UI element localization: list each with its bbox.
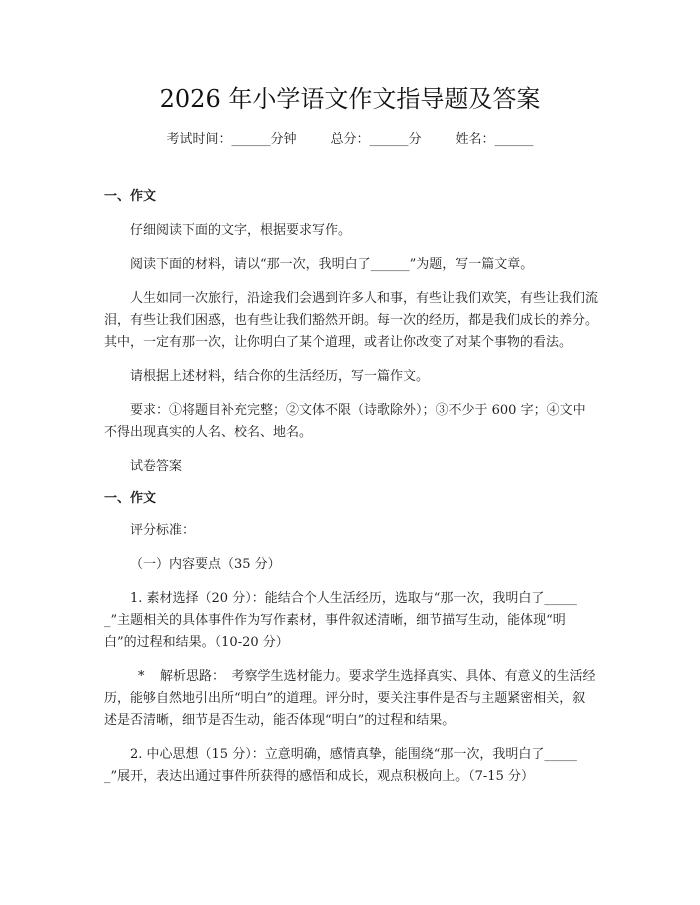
scoring-label: 评分标准： xyxy=(130,523,196,538)
instruction-paragraph: 仔细阅读下面的文字，根据要求写作。 xyxy=(130,223,352,238)
requirements-paragraph: 要求：①将题目补充完整；②文体不限（诗歌除外）；③不少于 600 字；④文中不得出现真实的人名、校名、地名。 xyxy=(104,403,586,440)
score-blank: ______ xyxy=(369,132,409,147)
task-paragraph: 请根据上述材料，结合你的生活经历，写一篇作文。 xyxy=(130,369,430,384)
score-unit: 分 xyxy=(408,132,422,147)
content-points-heading: （一）内容要点（35 分） xyxy=(130,557,281,572)
answers-label: 试卷答案 xyxy=(130,459,183,474)
name-blank: ______ xyxy=(494,132,534,147)
document-body xyxy=(104,186,598,788)
prompt-paragraph: 阅读下面的材料，请以“那一次，我明白了______”为题，写一篇文章。 xyxy=(130,257,534,272)
exam-meta xyxy=(0,131,700,149)
section-heading-answer: 一、作文 xyxy=(104,491,157,506)
time-unit: 分钟 xyxy=(270,132,297,147)
time-label: 考试时间： xyxy=(166,132,232,147)
material-paragraph: 人生如同一次旅行，沿途我们会遇到许多人和事，有些让我们欢笑，有些让我们流泪，有些让我们困惑，也有些让我们豁然开朗。每一次的经历，都是我们成长的养分。其中，一定有那一次，让你明白了某个道理，或者让你改变了对某个事物的看法。 xyxy=(104,291,599,350)
analysis-paragraph xyxy=(104,666,598,732)
analysis-text: 解析思路： 考察学生选材能力。要求学生选择真实、具体、有意义的生活经历，能够自然地引出所“明白”的道理。评分时，要关注事件是否与主题紧密相关，叙述是否清晰，细节是否生动，能否体现“明白”的过程和结果。 xyxy=(104,669,596,728)
name-label: 姓名： xyxy=(455,132,495,147)
scoring-item-2: 2. 中心思想（15 分）：立意明确，感情真挚，能围绕“那一次，我明白了______”展开，表达出通过事件所获得的感悟和成长，观点积极向上。（7-15 分） xyxy=(104,747,577,784)
time-blank: ______ xyxy=(231,132,271,147)
section-heading-essay: 一、作文 xyxy=(104,189,157,204)
scoring-item-1: 1. 素材选择（20 分）：能结合个人生活经历，选取与“那一次，我明白了______”主题相关的具体事件作为写作素材，事件叙述清晰，细节描写生动，能体现“明白”的过程和结果。（10-20 分） xyxy=(104,591,577,650)
page-title: 2026 年小学语文作文指导题及答案 xyxy=(159,85,541,113)
bullet-star: * xyxy=(138,669,145,684)
score-label: 总分： xyxy=(330,132,370,147)
